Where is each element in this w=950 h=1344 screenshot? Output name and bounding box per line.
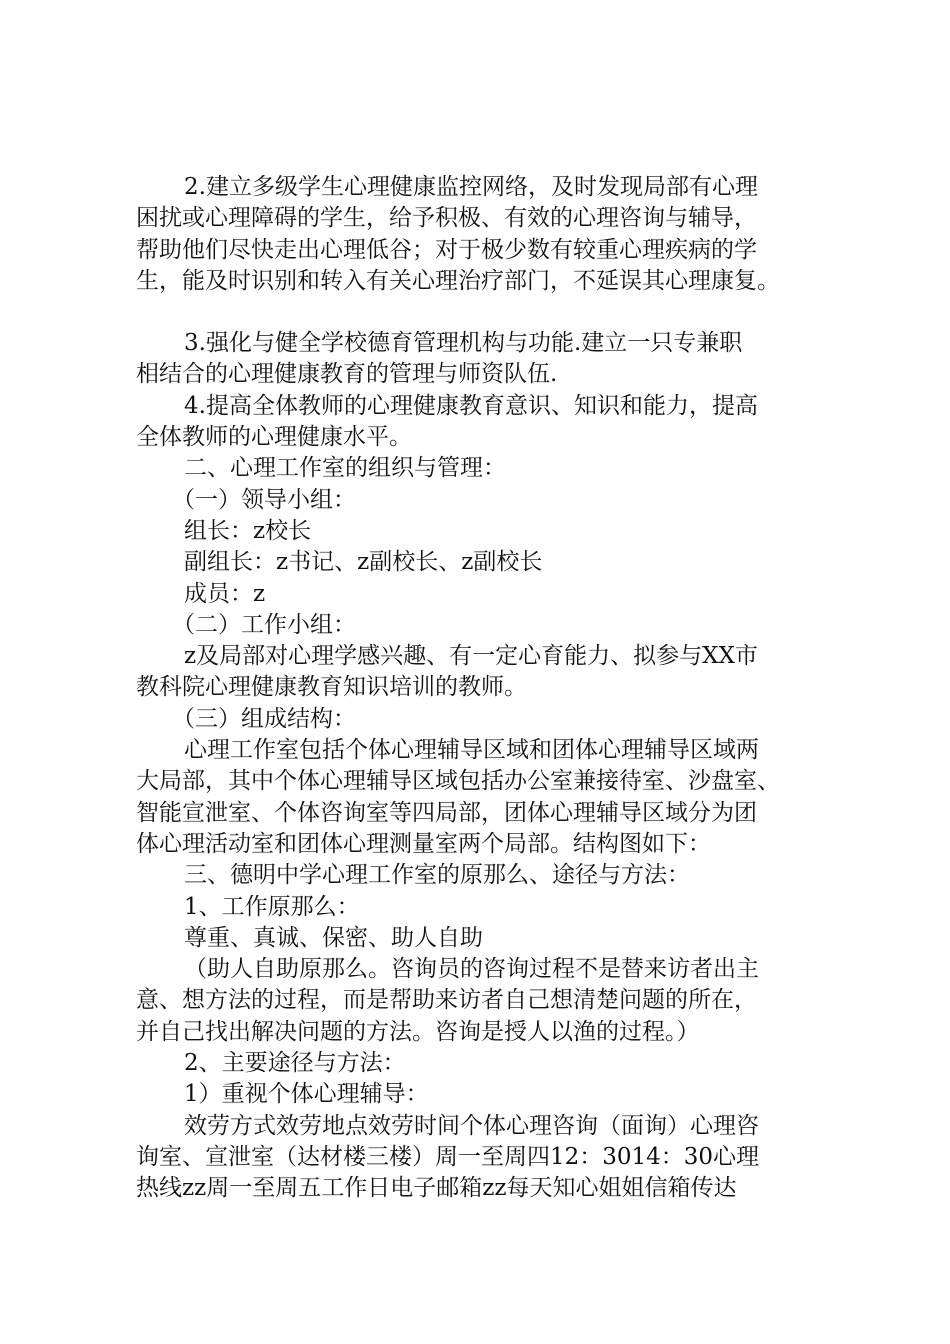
paragraph-line: 大局部，其中个体心理辅导区域包括办公室兼接待室、沙盘室、 bbox=[136, 768, 780, 795]
paragraph-line: 副组长：z书记、z副校长、z副校长 bbox=[184, 549, 543, 576]
paragraph-line: 困扰或心理障碍的学生，给予积极、有效的心理咨询与辅导， bbox=[136, 205, 757, 232]
subsection-heading: 1、工作原那么： bbox=[184, 893, 360, 920]
paragraph-line: 效劳方式效劳地点效劳时间个体心理咨询（面询）心理咨 bbox=[184, 1112, 759, 1139]
paragraph-gap bbox=[136, 297, 836, 328]
section-heading: 三、德明中学心理工作室的原那么、途径与方法： bbox=[184, 862, 690, 889]
paragraph-line: 4.提高全体教师的心理健康教育意识、知识和能力，提高 bbox=[184, 392, 758, 419]
document-body bbox=[136, 172, 836, 1205]
paragraph-line: 教科院心理健康教育知识培训的教师。 bbox=[136, 674, 527, 701]
paragraph-line: 成员：z bbox=[184, 580, 266, 607]
paragraph-line: 3.强化与健全学校德育管理机构与功能.建立一只专兼职 bbox=[184, 330, 743, 357]
subsection-heading: （二）工作小组： bbox=[172, 611, 356, 638]
paragraph-line: 2.建立多级学生心理健康监控网络，及时发现局部有心理 bbox=[184, 174, 758, 200]
paragraph-line: z及局部对心理学感兴趣、有一定心育能力、拟参与XX市 bbox=[184, 643, 758, 670]
paragraph-line: 组长：z校长 bbox=[184, 517, 312, 544]
paragraph-line: 尊重、真诚、保密、助人自助 bbox=[184, 924, 483, 951]
section-heading: 二、心理工作室的组织与管理： bbox=[184, 455, 506, 482]
paragraph-line: 心理工作室包括个体心理辅导区域和团体心理辅导区域两 bbox=[184, 737, 759, 764]
paragraph-line: 并自己找出解决问题的方法。咨询是授人以渔的过程。） bbox=[136, 1018, 700, 1045]
paragraph-line: 相结合的心理健康教育的管理与师资队伍. bbox=[136, 361, 558, 388]
paragraph-line: 询室、宣泄室（达材楼三楼）周一至周四12：3014：30心理 bbox=[136, 1143, 760, 1170]
subsection-heading: 1）重视个体心理辅导： bbox=[184, 1081, 429, 1108]
paragraph-line: 体心理活动室和团体心理测量室两个局部。结构图如下： bbox=[136, 830, 711, 857]
subsection-heading: 2、主要途径与方法： bbox=[184, 1050, 406, 1077]
paragraph-line: （助人自助原那么。咨询员的咨询过程不是替来访者出主 bbox=[184, 956, 759, 983]
paragraph-line: 生，能及时识别和转入有关心理治疗部门，不延误其心理康复。 bbox=[136, 267, 780, 294]
paragraph-line: 热线zz周一至周五工作日电子邮箱zz每天知心姐姐信箱传达 bbox=[136, 1175, 737, 1202]
paragraph-line: 全体教师的心理健康水平。 bbox=[136, 424, 412, 451]
subsection-heading: （三）组成结构： bbox=[172, 705, 356, 732]
paragraph-line: 意、想方法的过程，而是帮助来访者自己想清楚问题的所在， bbox=[136, 987, 757, 1014]
subsection-heading: （一）领导小组： bbox=[172, 486, 356, 513]
paragraph-line: 智能宣泄室、个体咨询室等四局部，团体心理辅导区域分为团 bbox=[136, 799, 757, 826]
paragraph-line: 帮助他们尽快走出心理低谷；对于极少数有较重心理疾病的学 bbox=[136, 236, 757, 263]
